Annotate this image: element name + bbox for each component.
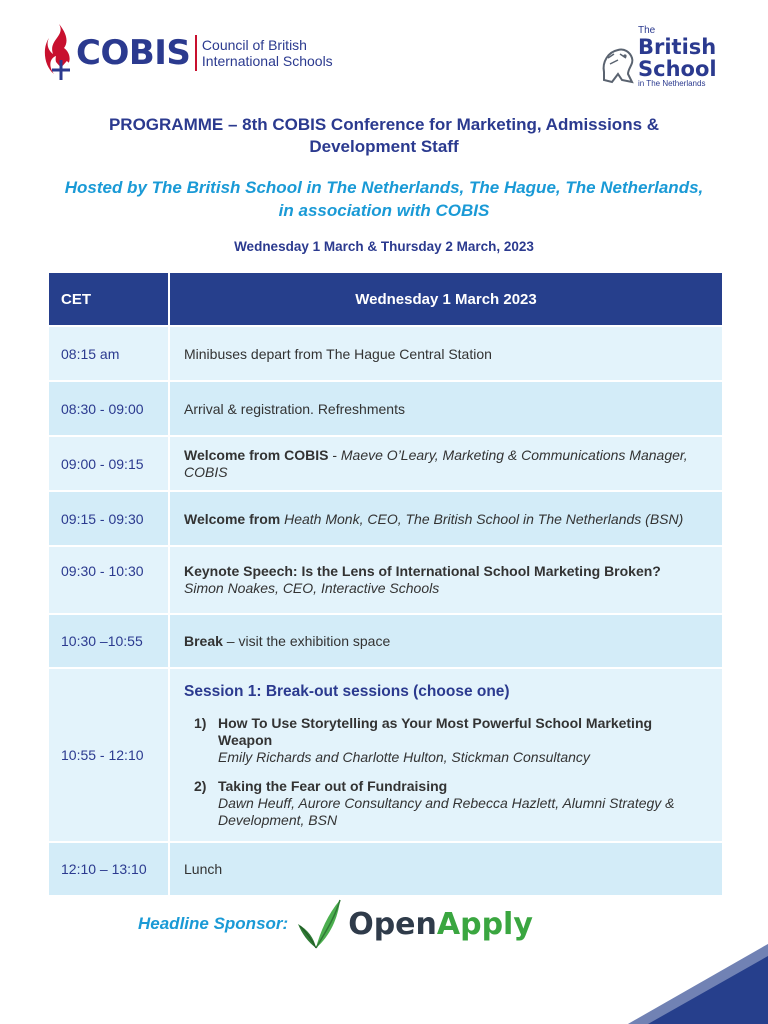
table-row [49, 382, 722, 437]
row-time: 09:00 - 09:15 [49, 437, 170, 490]
row-text: Arrival & registration. Refreshments [184, 400, 405, 417]
corner-decoration [628, 944, 768, 1024]
programme-table [49, 273, 722, 895]
item-number: 2) [194, 778, 207, 794]
table-row [49, 669, 722, 843]
row-italic-text: Heath Monk, CEO, The British School in The Netherlands (BSN) [280, 510, 684, 527]
headline-sponsor [138, 896, 533, 952]
sponsor-label: Headline Sponsor: [138, 914, 289, 933]
row-time: 10:30 –10:55 [49, 615, 170, 667]
table-row [49, 615, 722, 669]
cobis-subtitle [202, 37, 333, 69]
keynote-speaker: Simon Noakes, CEO, Interactive Schools [184, 580, 440, 596]
lion-crest-icon [598, 38, 638, 86]
row-content [170, 615, 722, 667]
hosted-by: Hosted by The British School in The Netherlands, The Hague, The Netherlands, in association with COBIS [64, 178, 704, 220]
row-bold-text: Welcome from [184, 510, 281, 527]
cobis-divider [195, 35, 197, 71]
row-text: – visit the exhibition space [222, 633, 391, 649]
row-content [170, 669, 722, 841]
row-content [170, 437, 722, 490]
row-time: 09:30 - 10:30 [49, 547, 170, 613]
cobis-sub-line-2: International Schools [201, 53, 333, 69]
leaf-check-icon [294, 898, 344, 950]
table-row [49, 327, 722, 382]
item-speakers: Emily Richards and Charlotte Hulton, Stickman Consultancy [218, 749, 590, 765]
row-content [170, 492, 722, 545]
cobis-wordmark: COBIS [76, 33, 191, 73]
row-bold-text: Break [184, 633, 223, 649]
item-title: Taking the Fear out of Fundraising [218, 778, 448, 794]
item-number: 1) [194, 715, 207, 731]
row-bold-text: Welcome from COBIS [184, 446, 329, 463]
table-row [49, 843, 722, 895]
table-header-row [49, 273, 722, 327]
row-text: Minibuses depart from The Hague Central Station [184, 345, 492, 362]
conference-dates: Wednesday 1 March & Thursday 2 March, 2023 [234, 239, 534, 254]
table-row [49, 437, 722, 492]
list-item [184, 778, 708, 829]
row-time: 10:55 - 12:10 [49, 669, 170, 841]
page-title: PROGRAMME – 8th COBIS Conference for Marketing, Admissions & Development Staff [108, 115, 660, 156]
row-separator: - [328, 446, 341, 463]
flame-flag-icon [44, 22, 74, 84]
row-text: Lunch [184, 861, 223, 877]
row-content [170, 547, 722, 613]
bsn-school: School [638, 57, 717, 81]
table-row [49, 547, 722, 615]
bsn-british: British [638, 35, 717, 59]
row-time: 12:10 – 13:10 [49, 843, 170, 895]
cobis-logo [44, 22, 333, 84]
openapply-wordmark [348, 907, 533, 942]
bsn-the: The [638, 25, 656, 36]
row-italic-text: Maeve O’Leary, Marketing & Communications Manager, COBIS [184, 446, 688, 480]
keynote-title: Keynote Speech: Is the Lens of International School Marketing Broken? [184, 563, 661, 579]
openapply-open: Open [348, 906, 437, 942]
item-title: How To Use Storytelling as Your Most Powerful School Marketing Weapon [218, 715, 653, 748]
table-row [49, 492, 722, 547]
list-item [184, 715, 708, 766]
bsn-logo [598, 26, 728, 88]
item-speakers: Dawn Heuff, Aurore Consultancy and Rebecca Hazlett, Alumni Strategy & Development, BSN [218, 795, 675, 828]
col-time-header: CET [49, 273, 170, 325]
bsn-subtitle: in The Netherlands [638, 79, 706, 88]
row-time: 08:15 am [49, 327, 170, 380]
cobis-sub-line-1: Council of British [201, 37, 307, 53]
col-day-header: Wednesday 1 March 2023 [355, 290, 537, 308]
openapply-apply: Apply [436, 906, 533, 942]
session-title: Session 1: Break-out sessions (choose one) [184, 683, 510, 700]
row-time: 09:15 - 09:30 [49, 492, 170, 545]
row-time: 08:30 - 09:00 [49, 382, 170, 435]
